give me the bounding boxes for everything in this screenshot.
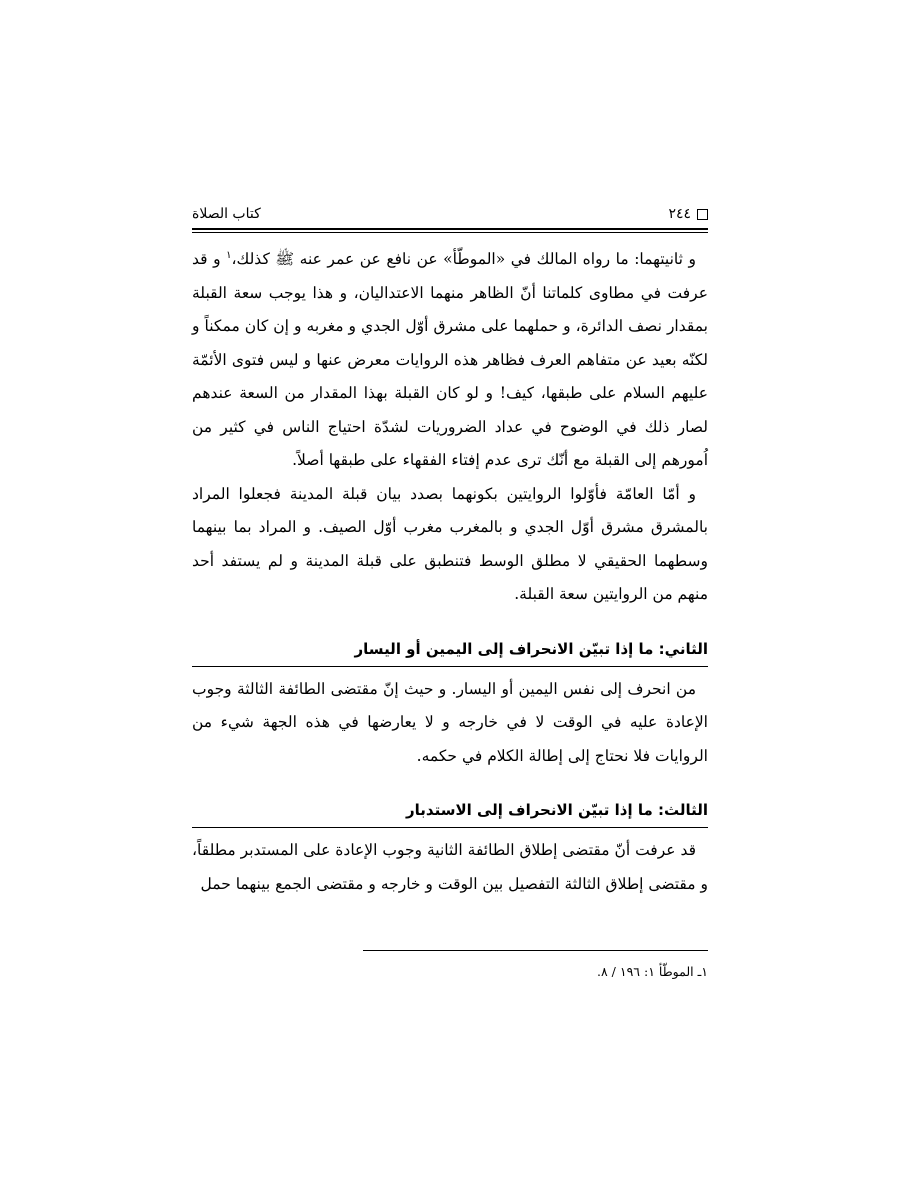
square-marker-icon [697,209,708,220]
footnote: ١ـ الموطّأ ١: ١٩٦ / ٨. [597,964,708,979]
footnote-marker[interactable]: ١ [226,249,232,261]
page [192,190,708,979]
section-three-text: قد عرفت أنّ مقتضى إطلاق الطائفة الثانية وجوب الإعادة على المستدبر مطلقاً، و مقتضى إطلاق الثالثة التفصيل بين الوقت و خارجه و مقتضى الجمع بينهما حمل [192,841,708,893]
section-three-rule [192,827,708,828]
book-title: كتاب الصلاة [192,206,261,222]
header-rule [192,228,708,233]
section-two-text: من انحرف إلى نفس اليمين أو اليسار. و حيث إنّ مقتضى الطائفة الثالثة وجوب الإعادة عليه في الوقت لا في خارجه و لا يعارضها في هذه الجهة شيء من الروايات فلا نحتاج إلى إطالة الكلام في حكمه. [192,679,708,765]
body-text [192,243,708,901]
section-two-heading: الثاني: ما إذا تبيّن الانحراف إلى اليمين أو اليسار [354,639,708,658]
page-number-group [668,206,708,222]
section-two-rule [192,666,708,667]
section-three-heading: الثالث: ما إذا تبيّن الانحراف إلى الاستدبار [406,801,708,819]
paragraph-1-text: و ثانيتهما: ما رواه المالك في «الموطّأ» عن نافع عن عمر عنه ﷺ كذلك، [231,250,696,268]
paragraph-2: و أمّا العامّة فأوّلوا الروايتين بكونهما بصدد بيان قبلة المدينة فجعلوا المراد بالمشرق مشرق أوّل الجدي و بالمغرب مغرب أوّل الصيف. و المراد بما بينهما وسطهما الحقيقي لا مطلق الوسط فتنطبق على قبلة المدينة و لم يستفد أحد منهم من الروايتين سعة القبلة. [192,484,708,603]
page-number: ٢٤٤ [668,206,691,222]
paragraph-1-continuation: و قد عرفت في مطاوى كلماتنا أنّ الظاهر منهما الاعتداليان، و هذا يوجب سعة القبلة بمقدار نصف الدائرة، و حملهما على مشرق أوّل الجدي و مغربه و إن كان ممكناً و لكنّه بعيد عن متفاهم العرف فظاهر هذه الروايات معرض عنها و ليس فتوى الأئمّة عليهم السلام على طبقها، كيف! و لو كان القبلة بهذا المقدار من السعة عندهم لصار ذلك في الوضوح في عداد الضروريات لشدّة احتياج الناس في كثير من اُمورهم إلى القبلة مع أنّك ترى عدم إفتاء الفقهاء على طبقها أصلاً. [192,250,708,469]
running-header [192,190,708,222]
footnote-rule [363,950,708,951]
paragraph-1 [192,243,708,478]
